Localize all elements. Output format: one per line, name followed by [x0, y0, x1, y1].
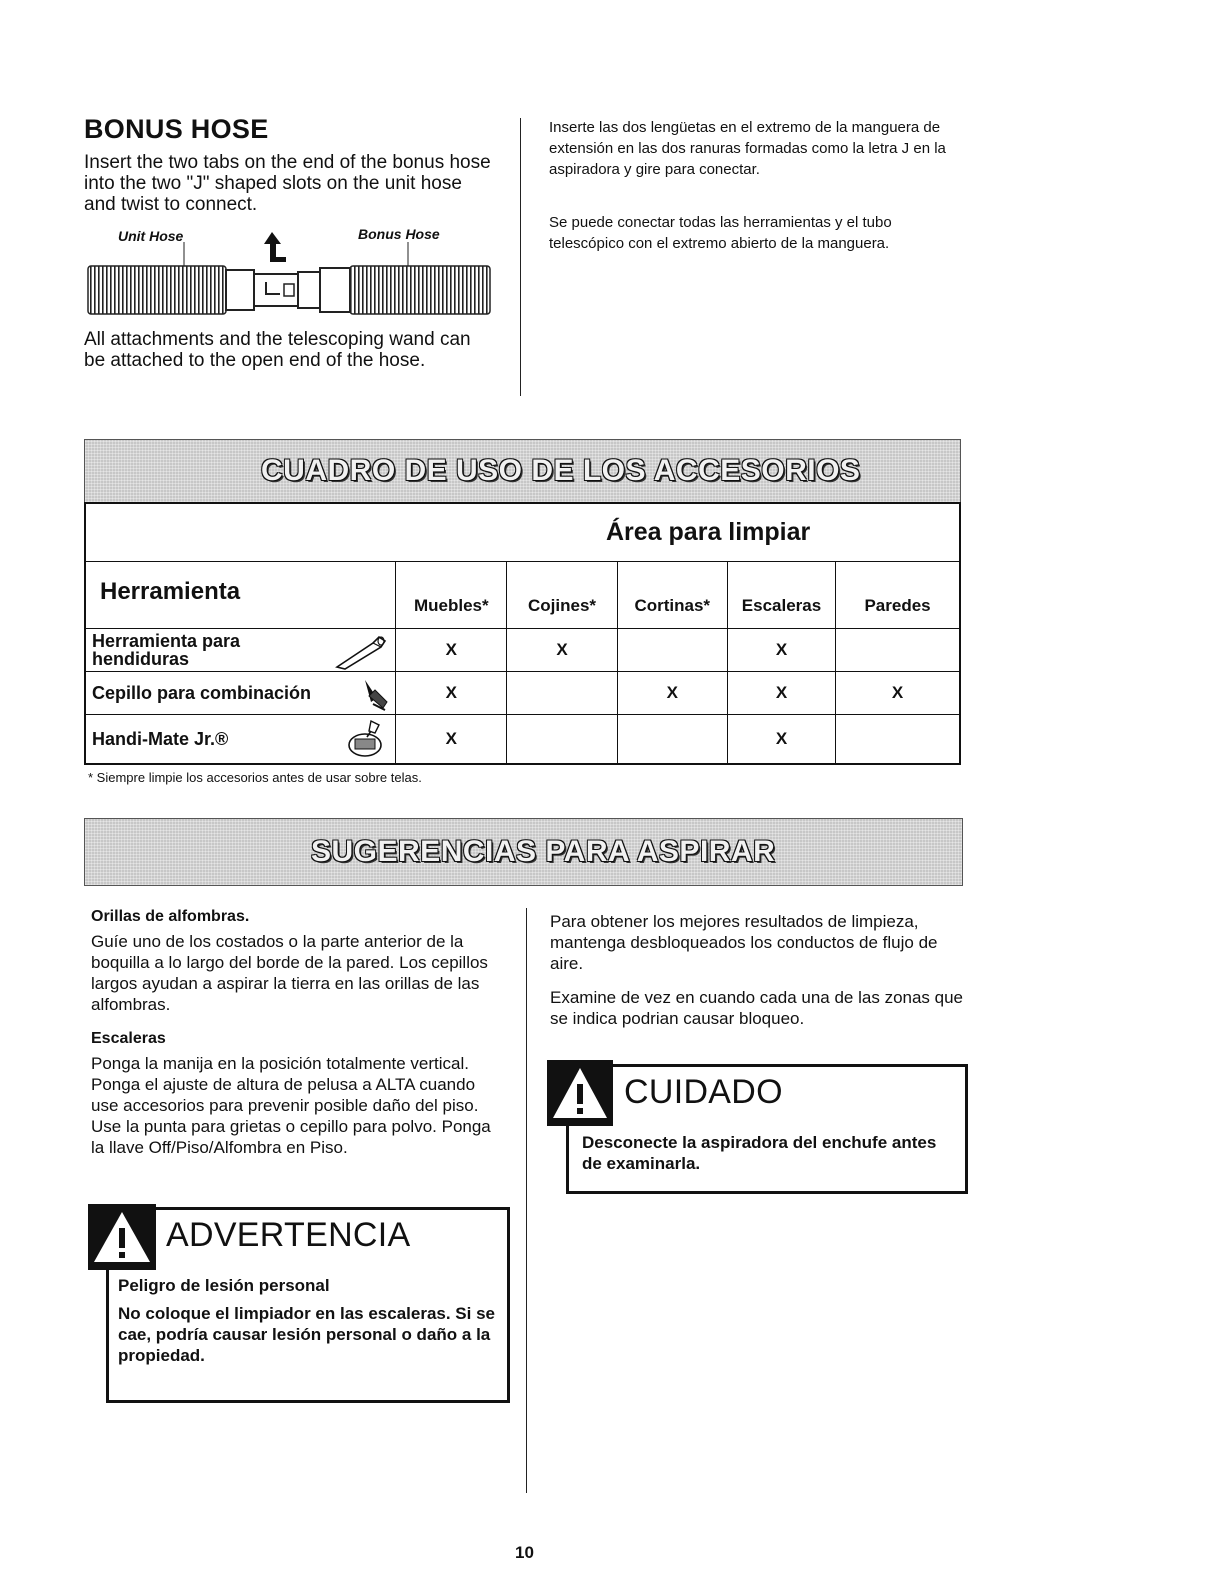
usage-cell: X	[727, 672, 835, 715]
usage-cell	[507, 672, 617, 715]
tool-header: Herramienta	[85, 562, 396, 629]
usage-cell	[836, 715, 960, 765]
usage-cell	[836, 629, 960, 672]
table-row	[85, 715, 960, 765]
column-header: Escaleras	[727, 562, 835, 629]
suggestions-banner-title: SUGERENCIAS PARA ASPIRAR	[311, 835, 776, 868]
column-header: Cortinas*	[617, 562, 727, 629]
usage-cell	[617, 715, 727, 765]
carpet-edges-text: Guíe uno de los costados o la parte anterior de la boquilla a lo largo del borde de la pared. Los cepillos largos ayudan a aspirar la tierra en las orillas de las alfombras.	[91, 932, 488, 1014]
airflow-tip: Para obtener los mejores resultados de limpieza, mantenga desbloqueados los conductos de flujo de aire.	[550, 912, 938, 973]
area-header: Área para limpiar	[85, 503, 960, 562]
handi-mate-icon	[345, 719, 389, 759]
tool-name-line1: Handi-Mate Jr.®	[92, 728, 229, 749]
page-number: 10	[515, 1543, 534, 1562]
table-footnote: * Siempre limpie los accesorios antes de usar sobre telas.	[88, 770, 422, 785]
spanish-attachments-note: Se puede conectar todas las herramientas y el tubo telescópico con el extremo abierto de la manguera.	[549, 214, 892, 252]
usage-cell: X	[727, 629, 835, 672]
column-header: Cojines*	[507, 562, 617, 629]
blockage-tip: Examine de vez en cuando cada una de las zonas que se indica podrian causar bloqueo.	[550, 988, 964, 1028]
attachments-note: All attachments and the telescoping wand can be attached to the open end of the hose.	[84, 329, 471, 371]
warning-heading: Peligro de lesión personal	[118, 1276, 330, 1295]
combination-brush-icon	[359, 676, 389, 712]
usage-cell: X	[836, 672, 960, 715]
usage-cell: X	[727, 715, 835, 765]
tool-name-line1: Cepillo para combinación	[92, 682, 312, 703]
usage-cell: X	[396, 672, 507, 715]
caution-title: CUIDADO	[624, 1073, 783, 1111]
carpet-edges-heading: Orillas de alfombras.	[91, 908, 250, 925]
tool-name-line1: Herramienta para	[92, 631, 241, 651]
bonus-hose-instructions: Insert the two tabs on the end of the bonus hose into the two "J" shaped slots on the unit hose and twist to connect.	[84, 152, 491, 215]
usage-cell: X	[617, 672, 727, 715]
accessory-usage-table	[84, 502, 961, 765]
column-header: Paredes	[836, 562, 960, 629]
table-row	[85, 629, 960, 672]
unit-hose-label: Unit Hose	[118, 228, 184, 244]
accessories-banner-title: CUADRO DE USO DE LOS ACCESORIOS	[261, 454, 861, 487]
caution-text: Desconecte la aspiradora del enchufe antes de examinarla.	[582, 1133, 937, 1173]
column-header: Muebles*	[396, 562, 507, 629]
usage-cell: X	[396, 715, 507, 765]
tool-name-cell	[85, 672, 396, 715]
hose-connection-illustration	[86, 228, 494, 323]
column-divider	[520, 118, 521, 396]
column-divider	[526, 908, 527, 1493]
suggestions-banner	[84, 818, 963, 886]
accessories-banner	[84, 439, 961, 503]
bonus-hose-label: Bonus Hose	[358, 226, 440, 242]
usage-cell	[507, 715, 617, 765]
stairs-text: Ponga la manija en la posición totalmente vertical. Ponga el ajuste de altura de pelusa a ALTA cuando use accesorios para prevenir posible daño del piso. Use la punta para grietas o cepillo para polvo. Ponga la llave Off/Piso/Alfombra en Piso.	[91, 1054, 491, 1157]
spanish-hose-instructions: Inserte las dos lengüetas en el extremo de la manguera de extensión en las dos ranuras formadas como la letra J en la aspiradora y gire para conectar.	[549, 119, 946, 178]
warning-text: No coloque el limpiador en las escaleras. Si se cae, podría causar lesión personal o daño a la propiedad.	[118, 1304, 495, 1365]
tool-name-cell	[85, 629, 396, 672]
twist-arrow-icon	[264, 232, 286, 262]
table-row	[85, 672, 960, 715]
usage-cell	[617, 629, 727, 672]
stairs-heading: Escaleras	[91, 1030, 166, 1047]
crevice-tool-icon	[333, 633, 389, 671]
warning-triangle-icon	[88, 1204, 156, 1270]
tool-name-cell	[85, 715, 396, 765]
caution-triangle-icon	[547, 1060, 613, 1126]
usage-cell: X	[396, 629, 507, 672]
tool-name-line2: hendiduras	[92, 649, 190, 669]
warning-title: ADVERTENCIA	[166, 1216, 411, 1254]
bonus-hose-title: BONUS HOSE	[84, 114, 269, 144]
usage-cell: X	[507, 629, 617, 672]
